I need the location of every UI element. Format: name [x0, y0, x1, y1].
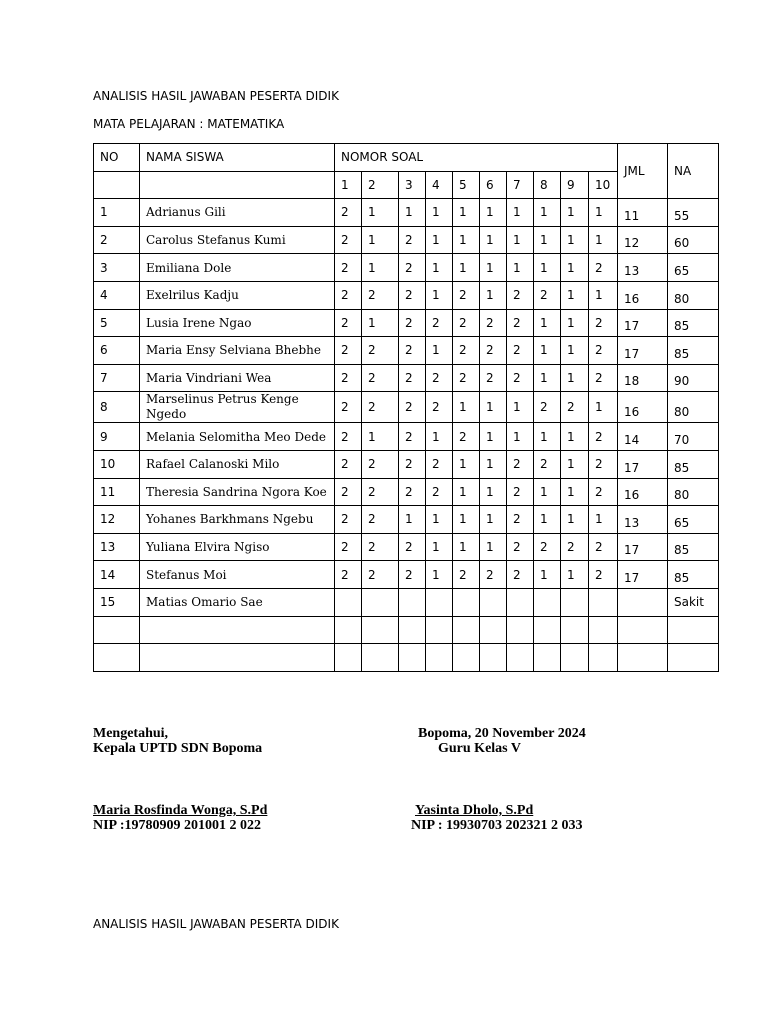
student-name: Carolus Stefanus Kumi	[140, 226, 335, 254]
answer-q4: 1	[426, 254, 453, 282]
answer-q10: 2	[589, 561, 618, 589]
answer-q9: 1	[561, 254, 589, 282]
total-score: 12	[618, 226, 668, 254]
acknowledged-label: Mengetahui,	[93, 726, 169, 741]
total-score: 13	[618, 506, 668, 534]
final-score: 85	[668, 309, 719, 337]
answer-q8: 1	[534, 364, 561, 392]
total-score: 14	[618, 423, 668, 451]
header-question-7: 7	[507, 171, 534, 199]
answer-q3: 2	[399, 533, 426, 561]
header-question-6: 6	[480, 171, 507, 199]
table-row	[94, 478, 719, 506]
header-score: NA	[668, 144, 719, 199]
answer-q2: 2	[362, 281, 399, 309]
header-question-9: 9	[561, 171, 589, 199]
answer-q4: 1	[426, 533, 453, 561]
table-row	[94, 337, 719, 365]
headmaster-nip: NIP :19780909 201001 2 022	[93, 818, 261, 833]
answer-q6: 2	[480, 364, 507, 392]
table-row	[94, 423, 719, 451]
headmaster-name: Maria Rosfinda Wonga, S.Pd	[93, 803, 268, 818]
answer-q8: 2	[534, 533, 561, 561]
answer-q9	[561, 588, 589, 616]
total-score: 16	[618, 281, 668, 309]
answer-q3: 2	[399, 364, 426, 392]
final-score: 80	[668, 478, 719, 506]
final-score: 70	[668, 423, 719, 451]
answer-q6: 1	[480, 281, 507, 309]
final-score: 85	[668, 561, 719, 589]
row-number: 15	[94, 588, 140, 616]
row-number	[94, 644, 140, 672]
answer-q4: 2	[426, 478, 453, 506]
answer-q4: 2	[426, 450, 453, 478]
answer-q2: 2	[362, 533, 399, 561]
answer-q9: 1	[561, 199, 589, 227]
student-name: Marselinus Petrus Kenge Ngedo	[140, 392, 335, 423]
header-questions: NOMOR SOAL	[335, 144, 618, 172]
answer-q2: 2	[362, 450, 399, 478]
final-score	[668, 644, 719, 672]
answer-q6	[480, 644, 507, 672]
answer-q7: 2	[507, 506, 534, 534]
answer-q6: 1	[480, 226, 507, 254]
place-date: Bopoma, 20 November 2024	[418, 726, 586, 741]
answer-q2	[362, 616, 399, 644]
table-row	[94, 561, 719, 589]
answer-q5	[453, 644, 480, 672]
teacher-name: Yasinta Dholo, S.Pd	[415, 803, 534, 818]
answer-q2: 1	[362, 226, 399, 254]
answer-q3: 1	[399, 506, 426, 534]
table-row	[94, 364, 719, 392]
answer-q9: 1	[561, 226, 589, 254]
total-score	[618, 644, 668, 672]
table-row	[94, 644, 719, 672]
answer-q6: 1	[480, 254, 507, 282]
answer-q7: 2	[507, 533, 534, 561]
answer-q10: 2	[589, 478, 618, 506]
student-name: Theresia Sandrina Ngora Koe	[140, 478, 335, 506]
answer-q4: 1	[426, 506, 453, 534]
row-number: 4	[94, 281, 140, 309]
answer-q4: 2	[426, 364, 453, 392]
header-row	[94, 144, 719, 172]
answer-q8: 1	[534, 561, 561, 589]
answer-q8: 2	[534, 450, 561, 478]
student-name: Yohanes Barkhmans Ngebu	[140, 506, 335, 534]
row-number	[94, 616, 140, 644]
answer-q9: 2	[561, 392, 589, 423]
answer-q10: 1	[589, 392, 618, 423]
answer-q1	[335, 616, 362, 644]
answer-q3: 2	[399, 281, 426, 309]
answer-q10: 1	[589, 226, 618, 254]
total-score: 18	[618, 364, 668, 392]
header-question-1: 1	[335, 171, 362, 199]
table-row	[94, 281, 719, 309]
answer-q7: 2	[507, 281, 534, 309]
answer-q9: 2	[561, 533, 589, 561]
answer-q6: 1	[480, 478, 507, 506]
answer-q10: 1	[589, 199, 618, 227]
answer-q1: 2	[335, 392, 362, 423]
row-number: 13	[94, 533, 140, 561]
answer-q6: 1	[480, 450, 507, 478]
answer-q6: 1	[480, 392, 507, 423]
answer-q1: 2	[335, 506, 362, 534]
answer-q9	[561, 644, 589, 672]
answer-q9: 1	[561, 337, 589, 365]
student-name: Maria Ensy Selviana Bhebhe	[140, 337, 335, 365]
answer-q1: 2	[335, 337, 362, 365]
answer-q8: 1	[534, 337, 561, 365]
answer-q1: 2	[335, 478, 362, 506]
answer-q7: 2	[507, 364, 534, 392]
table-row	[94, 588, 719, 616]
answer-q5	[453, 616, 480, 644]
answer-q9: 1	[561, 309, 589, 337]
table-row	[94, 254, 719, 282]
answer-q7: 2	[507, 337, 534, 365]
answer-q8: 2	[534, 392, 561, 423]
answer-q7: 1	[507, 226, 534, 254]
total-score: 17	[618, 337, 668, 365]
total-score: 17	[618, 309, 668, 337]
header-no-blank	[94, 171, 140, 199]
answer-q7: 1	[507, 199, 534, 227]
row-number: 14	[94, 561, 140, 589]
answer-q10: 2	[589, 254, 618, 282]
answer-q1: 2	[335, 561, 362, 589]
answer-q10: 2	[589, 364, 618, 392]
answer-q10: 1	[589, 506, 618, 534]
answer-q1: 2	[335, 450, 362, 478]
answer-q5: 2	[453, 281, 480, 309]
answer-q8: 2	[534, 281, 561, 309]
answer-q3: 2	[399, 423, 426, 451]
answer-q7: 2	[507, 450, 534, 478]
answer-q8: 1	[534, 226, 561, 254]
teacher-nip: NIP : 19930703 202321 2 033	[411, 818, 583, 833]
answer-q8: 1	[534, 506, 561, 534]
answer-q8: 1	[534, 254, 561, 282]
footer-title: ANALISIS HASIL JAWABAN PESERTA DIDIK	[93, 917, 339, 931]
answer-q3: 2	[399, 254, 426, 282]
total-score: 17	[618, 450, 668, 478]
subject-label: MATA PELAJARAN : MATEMATIKA	[93, 117, 285, 131]
answer-q6: 2	[480, 337, 507, 365]
final-score	[668, 616, 719, 644]
answer-q8: 1	[534, 309, 561, 337]
total-score: 16	[618, 392, 668, 423]
answer-q2	[362, 644, 399, 672]
final-score: 85	[668, 533, 719, 561]
student-name: Adrianus Gili	[140, 199, 335, 227]
final-score: 80	[668, 281, 719, 309]
answer-q4: 1	[426, 199, 453, 227]
answer-q6: 1	[480, 423, 507, 451]
answer-q1: 2	[335, 309, 362, 337]
table-row	[94, 199, 719, 227]
answer-q7	[507, 644, 534, 672]
answer-q7: 1	[507, 392, 534, 423]
answer-q1: 2	[335, 281, 362, 309]
student-name: Emiliana Dole	[140, 254, 335, 282]
answer-q1: 2	[335, 364, 362, 392]
header-name: NAMA SISWA	[140, 144, 335, 172]
answer-q3	[399, 616, 426, 644]
answer-q4: 1	[426, 423, 453, 451]
answer-q6: 1	[480, 533, 507, 561]
answer-q3: 2	[399, 309, 426, 337]
answer-q5: 2	[453, 423, 480, 451]
row-number: 11	[94, 478, 140, 506]
answer-q8	[534, 644, 561, 672]
row-number: 8	[94, 392, 140, 423]
answer-q9	[561, 616, 589, 644]
answer-q6: 2	[480, 561, 507, 589]
answer-q5: 1	[453, 254, 480, 282]
answer-q3: 2	[399, 450, 426, 478]
answer-q7: 1	[507, 254, 534, 282]
answer-q3: 2	[399, 226, 426, 254]
answer-q5: 1	[453, 533, 480, 561]
answer-q7: 2	[507, 561, 534, 589]
answer-q9: 1	[561, 423, 589, 451]
answer-q7	[507, 588, 534, 616]
final-score: 85	[668, 450, 719, 478]
answer-q2: 2	[362, 337, 399, 365]
answer-q8: 1	[534, 478, 561, 506]
answer-q6: 1	[480, 506, 507, 534]
answer-analysis-table	[93, 143, 719, 672]
answer-q1: 2	[335, 226, 362, 254]
total-score	[618, 588, 668, 616]
final-score: 65	[668, 254, 719, 282]
row-number: 2	[94, 226, 140, 254]
answer-q8: 1	[534, 423, 561, 451]
header-question-2: 2	[362, 171, 399, 199]
answer-q10: 2	[589, 450, 618, 478]
total-score: 11	[618, 199, 668, 227]
final-score: 85	[668, 337, 719, 365]
answer-q2: 2	[362, 506, 399, 534]
row-number: 1	[94, 199, 140, 227]
answer-q5: 1	[453, 506, 480, 534]
answer-q5: 2	[453, 364, 480, 392]
row-number: 6	[94, 337, 140, 365]
student-name: Yuliana Elvira Ngiso	[140, 533, 335, 561]
header-total: JML	[618, 144, 668, 199]
table-row	[94, 392, 719, 423]
answer-q4: 2	[426, 392, 453, 423]
row-number: 7	[94, 364, 140, 392]
answer-q6	[480, 588, 507, 616]
table-row	[94, 506, 719, 534]
answer-q10	[589, 616, 618, 644]
answer-q3	[399, 588, 426, 616]
row-number: 3	[94, 254, 140, 282]
answer-q9: 1	[561, 364, 589, 392]
answer-q10: 2	[589, 533, 618, 561]
final-score: 55	[668, 199, 719, 227]
final-score: 90	[668, 364, 719, 392]
table-row	[94, 450, 719, 478]
headmaster-role: Kepala UPTD SDN Bopoma	[93, 741, 263, 756]
answer-q10	[589, 644, 618, 672]
answer-q4: 1	[426, 561, 453, 589]
answer-q2: 2	[362, 561, 399, 589]
answer-q3: 1	[399, 199, 426, 227]
answer-q9: 1	[561, 506, 589, 534]
answer-q10: 2	[589, 337, 618, 365]
answer-q8	[534, 616, 561, 644]
student-name: Maria Vindriani Wea	[140, 364, 335, 392]
student-name: Melania Selomitha Meo Dede	[140, 423, 335, 451]
answer-q3: 2	[399, 337, 426, 365]
answer-q6	[480, 616, 507, 644]
row-number: 5	[94, 309, 140, 337]
answer-q3: 2	[399, 478, 426, 506]
teacher-role: Guru Kelas V	[438, 741, 521, 756]
answer-q9: 1	[561, 450, 589, 478]
answer-q2	[362, 588, 399, 616]
table-row	[94, 226, 719, 254]
header-question-8: 8	[534, 171, 561, 199]
student-name	[140, 616, 335, 644]
answer-q2: 1	[362, 199, 399, 227]
final-score: Sakit	[668, 588, 719, 616]
answer-q4: 1	[426, 226, 453, 254]
answer-q5	[453, 588, 480, 616]
answer-q3: 2	[399, 392, 426, 423]
total-score: 17	[618, 561, 668, 589]
row-number: 10	[94, 450, 140, 478]
table-row	[94, 533, 719, 561]
answer-q7: 1	[507, 423, 534, 451]
answer-q5: 2	[453, 309, 480, 337]
answer-q5: 1	[453, 450, 480, 478]
total-score	[618, 616, 668, 644]
answer-q8	[534, 588, 561, 616]
total-score: 16	[618, 478, 668, 506]
answer-q10: 1	[589, 281, 618, 309]
answer-q5: 2	[453, 561, 480, 589]
answer-q6: 1	[480, 199, 507, 227]
row-number: 9	[94, 423, 140, 451]
answer-q9: 1	[561, 478, 589, 506]
answer-q5: 1	[453, 392, 480, 423]
answer-q1: 2	[335, 533, 362, 561]
student-name: Lusia Irene Ngao	[140, 309, 335, 337]
document-title: ANALISIS HASIL JAWABAN PESERTA DIDIK	[93, 89, 339, 103]
header-question-4: 4	[426, 171, 453, 199]
answer-q1: 2	[335, 254, 362, 282]
answer-q3: 2	[399, 561, 426, 589]
answer-q1: 2	[335, 199, 362, 227]
answer-q4	[426, 644, 453, 672]
header-question-10: 10	[589, 171, 618, 199]
student-name: Exelrilus Kadju	[140, 281, 335, 309]
answer-q2: 2	[362, 478, 399, 506]
row-number: 12	[94, 506, 140, 534]
header-no: NO	[94, 144, 140, 172]
answer-q4	[426, 588, 453, 616]
answer-q8: 1	[534, 199, 561, 227]
final-score: 60	[668, 226, 719, 254]
answer-q2: 2	[362, 392, 399, 423]
answer-q4: 1	[426, 281, 453, 309]
total-score: 13	[618, 254, 668, 282]
answer-q4: 2	[426, 309, 453, 337]
answer-q2: 1	[362, 309, 399, 337]
answer-q5: 1	[453, 478, 480, 506]
student-name: Stefanus Moi	[140, 561, 335, 589]
table-row	[94, 309, 719, 337]
answer-q4: 1	[426, 337, 453, 365]
answer-q10: 2	[589, 423, 618, 451]
answer-q2: 1	[362, 423, 399, 451]
student-name	[140, 644, 335, 672]
answer-q4	[426, 616, 453, 644]
header-question-3: 3	[399, 171, 426, 199]
answer-q5: 1	[453, 199, 480, 227]
answer-q1: 2	[335, 423, 362, 451]
final-score: 80	[668, 392, 719, 423]
answer-q10	[589, 588, 618, 616]
header-question-5: 5	[453, 171, 480, 199]
answer-q5: 2	[453, 337, 480, 365]
student-name: Matias Omario Sae	[140, 588, 335, 616]
total-score: 17	[618, 533, 668, 561]
answer-q1	[335, 588, 362, 616]
answer-q2: 1	[362, 254, 399, 282]
answer-q1	[335, 644, 362, 672]
student-name: Rafael Calanoski Milo	[140, 450, 335, 478]
answer-q6: 2	[480, 309, 507, 337]
answer-q7: 2	[507, 478, 534, 506]
answer-q7	[507, 616, 534, 644]
header-name-blank	[140, 171, 335, 199]
answer-q10: 2	[589, 309, 618, 337]
answer-q5: 1	[453, 226, 480, 254]
final-score: 65	[668, 506, 719, 534]
answer-q9: 1	[561, 281, 589, 309]
table-row	[94, 616, 719, 644]
answer-q2: 2	[362, 364, 399, 392]
answer-q7: 2	[507, 309, 534, 337]
answer-q3	[399, 644, 426, 672]
answer-q9: 1	[561, 561, 589, 589]
